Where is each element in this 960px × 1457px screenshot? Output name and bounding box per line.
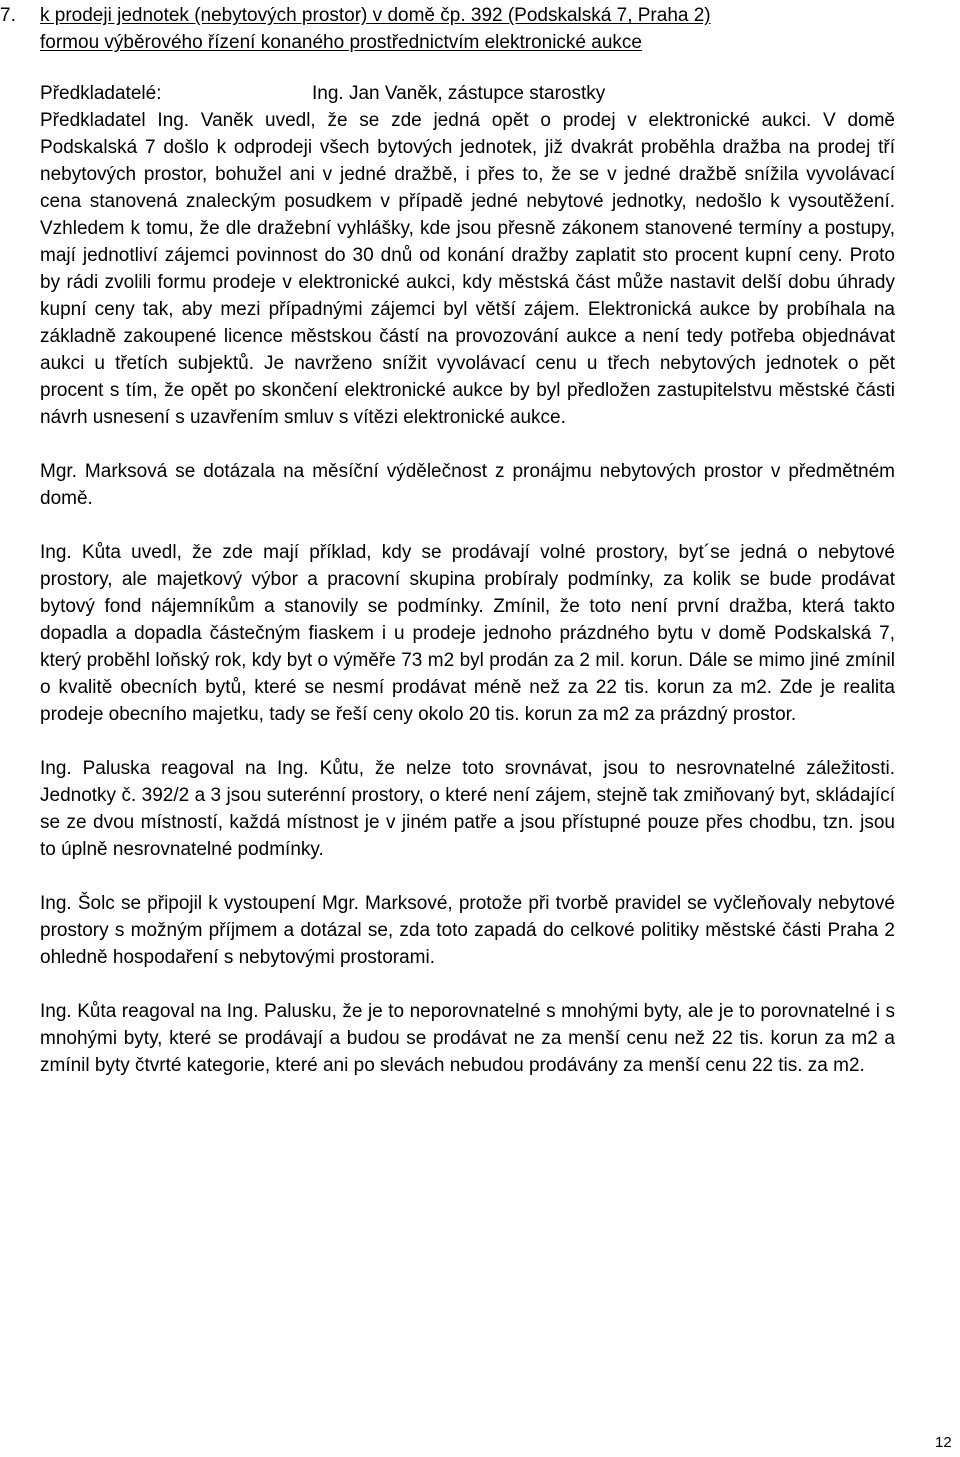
paragraph-kuta-statement: Ing. Kůta uvedl, že zde mají příklad, kdy se prodávají volné prostory, byt´se jedná o nebytové prostory, ale majetkový výbor a pracovní skupina probíraly podmínky, za kolik se bude prodávat bytový fond nájemníkům a stanovily se podmínky. Zmínil, že toto není první dražba, která takto dopadla a dopadla částečným fiaskem i u prodeje jednoho prázdného bytu v domě Podskalská 7, který proběhl loňský rok, kdy byt o výměře 73 m2 byl prodán za 2 mil. korun. Dále se mimo jiné zmínil o kvalitě obecních bytů, které se nesmí prodávat méně než za 22 tis. korun za m2. Zde je realita prodeje obecního majetku, tady se řeší ceny okolo 20 tis. korun za m2 za prázdný prostor. [40,542,895,725]
presenters-row [40,80,920,107]
paragraph-marksova-question: Mgr. Marksová se dotázala na měsíční výdělečnost z pronájmu nebytových prostor v předmětném domě. [40,461,895,509]
agenda-item-title-line-2: formou výběrového řízení konaného prostřednictvím elektronické aukce [40,32,642,53]
page-number: 12 [935,1434,952,1451]
paragraph-kuta-reply: Ing. Kůta reagoval na Ing. Palusku, že je to neporovnatelné s mnohými byty, ale je to porovnatelné i s mnohými byty, které se prodávají a budou se prodávat ne za menší cenu než 22 tis. korun za m2 a zmínil byty čtvrté kategorie, které ani po slevách nebudou prodávány za menší cenu 22 tis. za m2. [40,1001,895,1076]
paragraph-solc-statement: Ing. Šolc se připojil k vystoupení Mgr. Marksové, protože při tvorbě pravidel se vyčleňovaly nebytové prostory s možným příjmem a dotázal se, zda toto zapadá do celkové politiky městské části Praha 2 ohledně hospodaření s nebytovými prostorami. [40,893,895,968]
paragraph-presenter-statement: Předkladatel Ing. Vaněk uvedl, že se zde jedná opět o prodej v elektronické aukci. V domě Podskalská 7 došlo k odprodeji všech bytových jednotek, již dvakrát proběhla dražba na prodej tří nebytových prostor, bohužel ani v jedné dražbě, i přes to, že se v jedné dražbě snížila vyvolávací cena stanovená znaleckým posudkem v případě jedné nebytové jednotky, nedošlo k vysoutěžení. Vzhledem k tomu, že dle dražební vyhlášky, kde jsou přesně zákonem stanovené termíny a postupy, mají jednotliví zájemci povinnost do 30 dnů od konání dražby zaplatit sto procent kupní ceny. Proto by rádi zvolili formu prodeje v elektronické aukci, kdy městská část může nastavit delší dobu úhrady kupní ceny tak, aby mezi případnými zájemci byl větší zájem. Elektronická aukce by probíhala na základně zakoupené licence městskou částí na provozování aukce a není tedy potřeba objednávat aukci u třetích subjektů. Je navrženo snížit vyvolávací cenu u třech nebytových jednotek o pět procent s tím, že opět po skončení elektronické aukce by byl předložen zastupitelstvu městské části návrh usnesení s uzavřením smluv s vítězi elektronické aukce. [40,110,895,428]
paragraph-paluska-reply: Ing. Paluska reagoval na Ing. Kůtu, že nelze toto srovnávat, jsou to nesrovnatelné záležitosti. Jednotky č. 392/2 a 3 jsou suterénní prostory, o které není zájem, stejně tak zmiňovaný byt, skládající se ze dvou místností, každá místnost je v jiném patře a jsou přístupné pouze přes chodbu, tzn. jsou to úplně nesrovnatelné podmínky. [40,758,895,860]
presenters-name: Ing. Jan Vaněk, zástupce starostky [312,83,606,104]
agenda-item-number: 7. [0,5,16,26]
presenters-label: Předkladatelé: [40,83,162,104]
minutes-body [40,107,895,1106]
agenda-item-title [40,2,920,56]
agenda-item-title-line-1: k prodeji jednotek (nebytových prostor) v domě čp. 392 (Podskalská 7, Praha 2) [40,5,711,26]
